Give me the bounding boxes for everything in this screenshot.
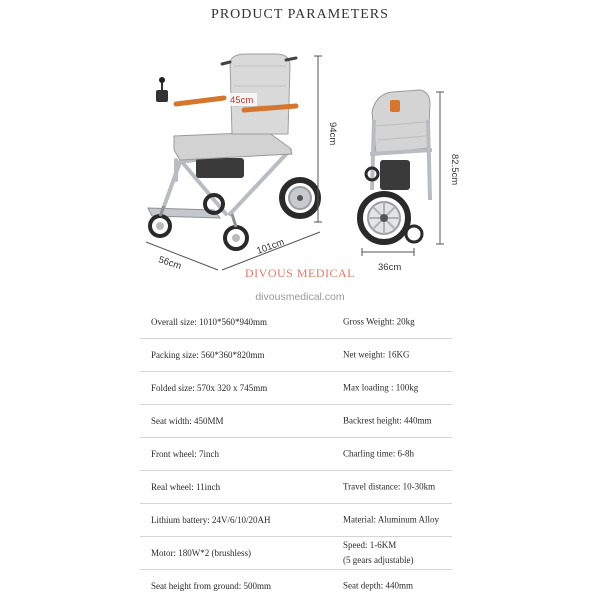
page-title: PRODUCT PARAMETERS (211, 7, 389, 22)
spec-seat-height: Seat height from ground: 500mm (151, 581, 271, 591)
spec-max-loading: Max loading : 100kg (343, 382, 419, 393)
spec-battery: Lithium battery: 24V/6/10/20AH (151, 515, 271, 525)
folded-wheelchair-illustration (360, 90, 432, 242)
length-label: 101cm (255, 236, 286, 257)
spec-rear-wheel: Real wheel: 11inch (151, 482, 221, 492)
spec-row (140, 471, 452, 504)
spec-material: Material: Aluminum Alloy (343, 514, 439, 525)
spec-row (140, 372, 452, 405)
wheelchair-illustration (148, 54, 318, 249)
spec-motor: Motor: 180W*2 (brushless) (151, 548, 251, 558)
spec-row (140, 570, 452, 602)
spec-packing-size: Packing size: 560*360*820mm (151, 350, 265, 360)
spec-gross-weight: Gross Weight: 20kg (343, 316, 415, 327)
spec-speed-value: Speed: 1-6KM (343, 540, 397, 550)
spec-row (140, 306, 452, 339)
spec-row (140, 405, 452, 438)
brand-name: DIVOUS MEDICAL (245, 266, 355, 280)
spec-row (140, 438, 452, 471)
spec-row (140, 537, 452, 570)
folded-height-label: 82.5cm (449, 154, 460, 186)
spec-net-weight: Net weight: 16KG (343, 349, 410, 360)
height-label: 94cm (327, 122, 338, 146)
spec-travel-distance: Travel distance: 10-30km (343, 481, 436, 492)
spec-charging-time: Charling time: 6-8h (343, 448, 414, 459)
spec-seat-width: Seat width: 450MM (151, 416, 224, 426)
width-label: 56cm (157, 254, 183, 273)
spec-speed (343, 538, 413, 568)
spec-row (140, 504, 452, 537)
folded-width-label: 36cm (378, 262, 402, 273)
folded-height-dimension (436, 92, 444, 244)
spec-table (140, 306, 452, 602)
spec-backrest-height: Backrest height: 440mm (343, 415, 432, 426)
website-link[interactable]: divousmedical.com (255, 291, 345, 303)
spec-overall-size: Overall size: 1010*560*940mm (151, 317, 267, 327)
folded-width-dimension (362, 248, 414, 256)
spec-front-wheel: Front wheel: 7inch (151, 449, 219, 459)
spec-row (140, 339, 452, 372)
seat-depth-label: 45cm (230, 95, 254, 106)
spec-folded-size: Folded size: 570x 320 x 745mm (151, 383, 268, 393)
spec-seat-depth: Seat depth: 440mm (343, 580, 413, 591)
spec-speed-note: (5 gears adjustable) (343, 555, 414, 565)
